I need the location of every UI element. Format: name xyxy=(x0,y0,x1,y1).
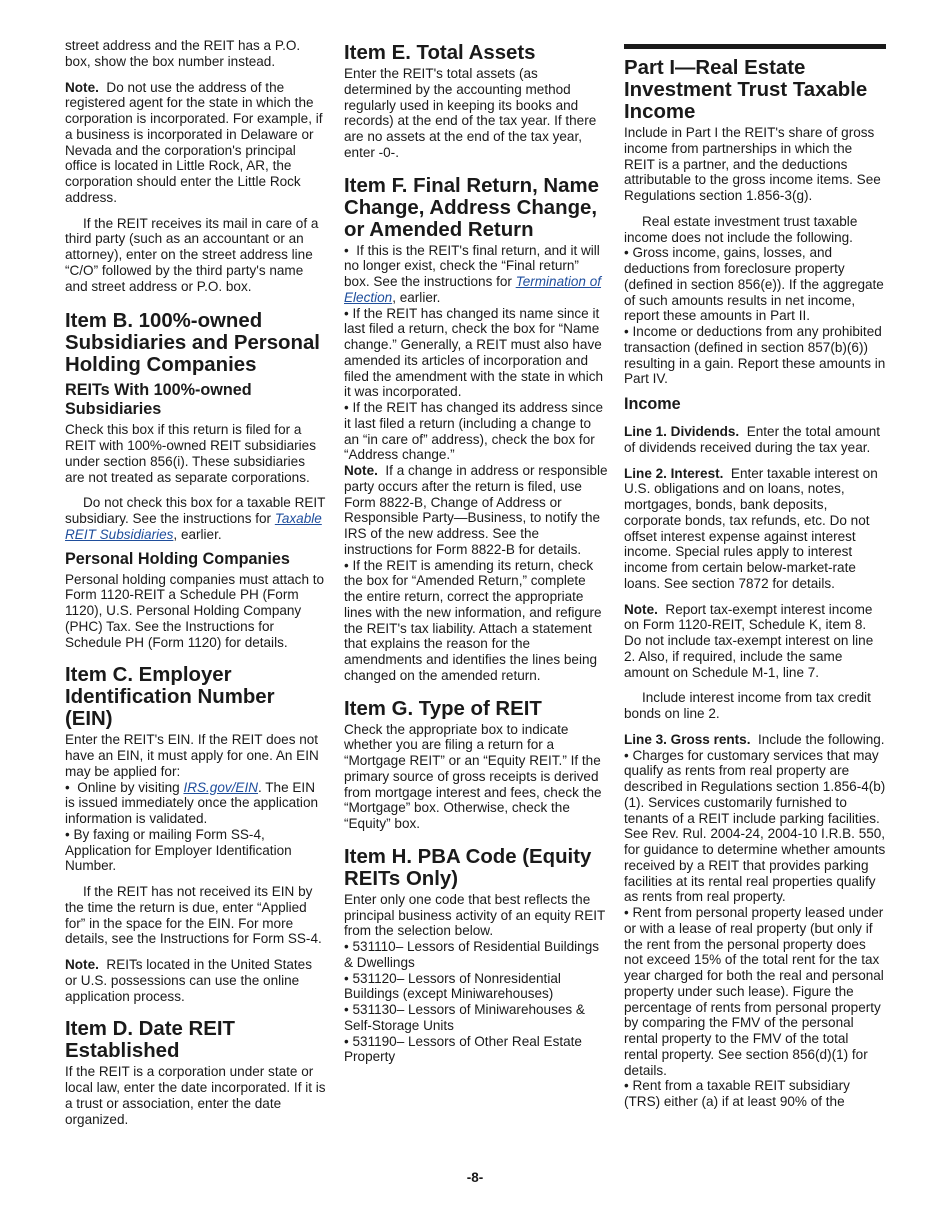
bullet-foreclosure: • Gross income, gains, losses, and deductions from foreclosure property (defined in section 856(e)). If the aggregate of such amounts results in net income, report these amounts in Part II. xyxy=(624,245,886,324)
bullet-amended-return: • If the REIT is amending its return, check the box for “Amended Return,” complete the entire return, correct the appropriate lines with the new information, and refigure the REIT's tax liability. Attach a statement that explains the reason for the amendments and identifies the lines being changed on the amended return. xyxy=(344,558,608,684)
link-taxable-reit-subsidiaries[interactable]: Taxable REIT Subsidiaries xyxy=(65,511,322,542)
paragraph-street-address: street address and the REIT has a P.O. box, show the box number instead. xyxy=(65,38,301,69)
heading-item-b: Item B. 100%-owned Subsidiaries and Personal Holding Companies xyxy=(65,310,320,377)
paragraph-line-3 xyxy=(624,732,886,748)
text-do-not-check: Do not check this box for a taxable REIT subsidiary. See the instructions for xyxy=(65,495,326,526)
heading-item-h: Item H. PBA Code (Equity REITs Only) xyxy=(344,845,592,890)
list-item-pba-code: • 531120– Lessors of Nonresidential Buildings (except Miniwarehouses) xyxy=(344,971,608,1003)
paragraph-include-part-1: Include in Part I the REIT's share of gross income from partnerships in which the REIT is a partner, and the deductions attributable to the gross income items. See Regulations section 1.856-3(g). xyxy=(624,125,881,203)
note-text: Do not use the address of the registered agent for the state in which the corporation is incorporated. For example, if a business is incorporated in Delaware or Nevada and the corporation's principal office is located in Little Rock, AR, the corporation should enter the Little Rock address. xyxy=(65,79,323,205)
bullet-name-change: • If the REIT has changed its name since it last filed a return, check the box for “Name change.” Generally, a REIT must also have amended its articles of incorporation and filed the amendment with the state in which it was incorporated. xyxy=(344,306,608,401)
link-irs-ein[interactable]: IRS.gov/EIN xyxy=(183,779,258,795)
note-registered-agent xyxy=(65,80,327,206)
bullet-taxable-reit-subsidiary: • Rent from a taxable REIT subsidiary (TRS) either (a) if at least 90% of the xyxy=(624,1078,886,1110)
bullet-personal-property: • Rent from personal property leased under or with a lease of real property (but only if the rent from the personal property does not exceed 15% of the total rent for the tax year charged for both the real and personal property under such lease). Figure the percentage of rents from personal property by comparing the FMV of the personal rental property to the FMV of the total rental property. See section 856(d)(1) for details. xyxy=(624,905,886,1078)
paragraph-phc: Personal holding companies must attach to Form 1120-REIT a Schedule PH (Form 1120), U.S. Personal Holding Company (PHC) Tax. See the Instructions for Schedule PH (Form 1120) for details. xyxy=(65,571,325,650)
bullet-prohibited-transaction: • Income or deductions from any prohibited transaction (defined in section 857(b)(6)) resulting in a gain. Report these amounts in Part IV. xyxy=(624,324,886,387)
heading-item-d: Item D. Date REIT Established xyxy=(65,1018,235,1063)
note-online-application xyxy=(65,957,327,1004)
heading-item-e: Item E. Total Assets xyxy=(344,42,536,64)
paragraph-ein: Enter the REIT's EIN. If the REIT does not have an EIN, it must apply for one. An EIN may be applied for: xyxy=(65,732,319,779)
note-text: If a change in address or responsible party occurs after the return is filed, use Form 8822-B, Change of Address or Responsible Party—Business, to notify the IRS of the new address. See the instructions for Form 8822-B for details. xyxy=(344,463,608,557)
list-item-pba-code: • 531130– Lessors of Miniwarehouses & Self-Storage Units xyxy=(344,1002,608,1034)
subheading-income: Income xyxy=(624,395,681,413)
heading-item-c: Item C. Employer Identification Number (EIN) xyxy=(65,664,275,731)
paragraph-total-assets: Enter the REIT's total assets (as determined by the accounting method regularly used in keeping its books and records) at the end of the tax year. If there are no assets at the end of the tax year, enter -0-. xyxy=(344,66,597,160)
bullet-fax: • By faxing or mailing Form SS-4, Application for Employer Identification Number. xyxy=(65,827,327,874)
line-2-text: Enter taxable interest on U.S. obligations and on loans, notes, mortgages, bonds, bank deposits, corporate bonds, tax refunds, etc. Do not offset interest expense against interest income. Special rules apply to interest income from certain below-market-rate loans. See section 7872 for details. xyxy=(624,465,878,591)
heading-item-g: Item G. Type of REIT xyxy=(344,697,542,720)
bullet-customary-services: • Charges for customary services that may qualify as rents from real property are described in Regulations section 1.856-4(b)(1). Services customarily furnished to tenants of a REIT include parking facilities. See Rev. Rul. 2004-24, 2004-10 I.R.B. 550, for guidance to determine whether amounts received by a REIT that provides parking facilities at its rental real properties qualify as rents from real property. xyxy=(624,748,886,906)
paragraph-care-of: If the REIT receives its mail in care of a third party (such as an accountant or an attorney), enter on the street address line “C/O” followed by the third party's name and street address or P.O. box. xyxy=(65,215,319,294)
note-label: Note. xyxy=(65,957,99,972)
subheading-personal-holding-companies: Personal Holding Companies xyxy=(65,549,290,568)
line-1-text: Enter the total amount of dividends received during the tax year. xyxy=(624,424,881,455)
paragraph-check-box: Check this box if this return is filed for a REIT with 100%-owned REIT subsidiaries under section 856(i). These subsidiaries are not treated as separate corporations. xyxy=(65,422,316,485)
note-form-8822b xyxy=(344,463,608,558)
paragraph-pba-code: Enter only one code that best reflects the principal business activity of an equity REIT from the selection below. xyxy=(344,891,606,939)
paragraph-line-1 xyxy=(624,424,886,456)
note-label: Note. xyxy=(344,463,378,478)
subheading-reits-100-owned: REITs With 100%-owned Subsidiaries xyxy=(65,381,252,419)
text-ein-issued: . The EIN is issued immediately once the application information is validated. xyxy=(65,779,319,826)
line-1-label: Line 1. Dividends. xyxy=(624,424,740,439)
text-final-return: If this is the REIT's final return, and it will no longer exist, check the “Final return” box. See the instructions for xyxy=(344,242,600,289)
paragraph-tax-credit-bonds: Include interest income from tax credit bonds on line 2. xyxy=(624,690,871,721)
page-number: -8- xyxy=(466,1170,484,1185)
column-1 xyxy=(65,38,327,1127)
paragraph-type-of-reit: Check the appropriate box to indicate whether you are filing a return for a “Mortgage REIT” or an “Equity REIT.” If the primary source of gross receipts is derived from mortgage interest and fees, check the “Mortgage” box. Otherwise, check the “Equity” box. xyxy=(344,721,602,831)
column-3 xyxy=(624,38,886,1110)
note-label: Note. xyxy=(624,601,658,617)
text-earlier: , earlier. xyxy=(392,289,441,305)
note-text: Report tax-exempt interest income on Form 1120-REIT, Schedule K, item 8. Do not include tax-exempt interest on line 2. Also, if required, include the same amount on Schedule M-1, line 7. xyxy=(624,601,874,680)
line-2-label: Line 2. Interest. xyxy=(624,465,724,481)
note-tax-exempt-interest xyxy=(624,602,886,681)
section-rule xyxy=(624,44,886,49)
note-text: REITs located in the United States or U.S. possessions can use the online application process. xyxy=(65,957,312,1004)
bullet-online xyxy=(65,780,327,827)
list-item-pba-code: • 531190– Lessors of Other Real Estate Property xyxy=(344,1034,608,1066)
link-termination-of-election[interactable]: Termination of Election xyxy=(344,274,602,305)
column-2 xyxy=(344,38,608,1065)
heading-item-f: Item F. Final Return, Name Change, Address Change, or Amended Return xyxy=(344,174,599,241)
text-earlier: , earlier. xyxy=(173,526,222,542)
text-online-visit: Online by visiting xyxy=(77,779,180,795)
paragraph-line-2 xyxy=(624,466,886,592)
paragraph-date-established: If the REIT is a corporation under state or local law, enter the date incorporated. If it is a trust or association, enter the date organized. xyxy=(65,1064,326,1127)
bullet-final-return xyxy=(344,243,608,306)
paragraph-not-received: If the REIT has not received its EIN by the time the return is due, enter “Applied for” in the space for the EIN. For more details, see the Instructions for Form SS-4. xyxy=(65,884,322,947)
paragraph-do-not-check xyxy=(65,495,327,542)
paragraph-not-include: Real estate investment trust taxable income does not include the following. xyxy=(624,213,858,245)
heading-part-1: Part I—Real Estate Investment Trust Taxable Income xyxy=(624,57,868,123)
note-label: Note. xyxy=(65,79,99,95)
line-3-text: Include the following. xyxy=(758,731,885,747)
line-3-label: Line 3. Gross rents. xyxy=(624,731,751,747)
list-item-pba-code: • 531110– Lessors of Residential Buildings & Dwellings xyxy=(344,939,608,971)
bullet-address-change: • If the REIT has changed its address since it last filed a return (including a change to an “in care of” address), check the box for “Address change.” xyxy=(344,400,608,463)
